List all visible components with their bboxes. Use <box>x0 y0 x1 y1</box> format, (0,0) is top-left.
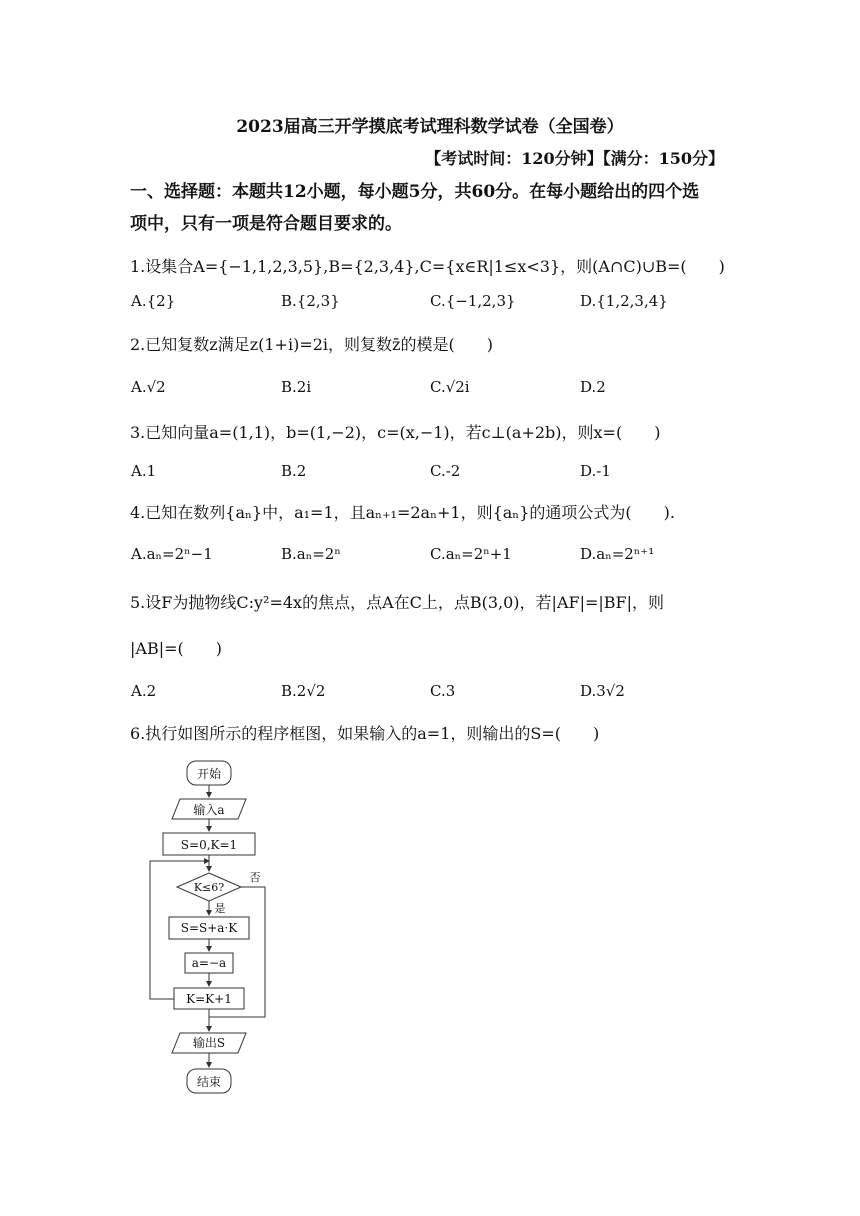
question-1-option-d: D.{1,2,3,4} <box>580 292 668 310</box>
question-4-option-a: A.aₙ=2ⁿ−1 <box>131 545 213 563</box>
question-4-option-d: D.aₙ=2ⁿ⁺¹ <box>580 545 655 563</box>
program-flowchart <box>130 755 300 1100</box>
exam-info: 【考试时间：120分钟】【满分：150分】 <box>425 149 724 168</box>
question-2-stem: 2.已知复数z满足z(1+i)=2i，则复数z̄的模是( ) <box>130 335 493 354</box>
question-6-stem: 6.执行如图所示的程序框图，如果输入的a=1，则输出的S=( ) <box>130 724 600 743</box>
question-5-stem-line1: 5.设F为抛物线C:y²=4x的焦点，点A在C上，点B(3,0)，若|AF|=|BF|，则 <box>130 593 665 612</box>
question-5-option-d: D.3√2 <box>580 682 625 700</box>
question-3-option-d: D.-1 <box>580 462 611 480</box>
question-4-stem: 4.已知在数列{aₙ}中，a₁=1，且aₙ₊₁=2aₙ+1，则{aₙ}的通项公式为( ). <box>130 503 675 522</box>
no-branch-label: 否 <box>249 871 261 884</box>
question-1-stem: 1.设集合A={−1,1,2,3,5},B={2,3,4},C={x∈R|1≤x<3}，则(A∩C)∪B=( ) <box>130 257 725 276</box>
question-1-option-b: B.{2,3} <box>281 292 340 310</box>
question-2-option-d: D.2 <box>580 378 606 396</box>
section-heading-line1: 一、选择题：本题共12小题，每小题5分，共60分。在每小题给出的四个选 <box>130 182 700 202</box>
update-s-label: S=S+a·K <box>180 921 238 935</box>
question-3-option-a: A.1 <box>131 462 157 480</box>
yes-branch-label: 是 <box>214 902 226 915</box>
exam-title: 2023届高三开学摸底考试理科数学试卷（全国卷） <box>236 117 624 137</box>
input-label: 输入a <box>193 803 225 817</box>
question-4-option-b: B.aₙ=2ⁿ <box>281 545 341 563</box>
question-4-option-c: C.aₙ=2ⁿ+1 <box>430 545 512 563</box>
question-3-option-b: B.2 <box>281 462 307 480</box>
question-5-option-b: B.2√2 <box>281 682 326 700</box>
update-k-label: K=K+1 <box>186 992 232 1006</box>
output-label: 输出S <box>192 1036 226 1050</box>
condition-label: K≤6? <box>193 881 225 894</box>
question-5-stem-line2: |AB|=( ) <box>130 639 222 658</box>
question-1-option-c: C.{−1,2,3} <box>430 292 516 310</box>
question-5-option-c: C.3 <box>430 682 456 700</box>
question-2-option-a: A.√2 <box>131 378 166 396</box>
question-3-option-c: C.-2 <box>430 462 461 480</box>
init-label: S=0,K=1 <box>180 838 238 852</box>
update-a-label: a=−a <box>191 956 227 970</box>
end-label: 结束 <box>196 1075 222 1089</box>
question-1-option-a: A.{2} <box>131 292 176 310</box>
question-2-option-b: B.2i <box>281 378 312 396</box>
question-3-stem: 3.已知向量a=(1,1)，b=(1,−2)，c=(x,−1)，若c⊥(a+2b)，则x=( ) <box>130 423 661 442</box>
question-2-option-c: C.√2i <box>430 378 470 396</box>
question-5-option-a: A.2 <box>131 682 157 700</box>
section-heading-line2: 项中，只有一项是符合题目要求的。 <box>130 214 402 234</box>
start-label: 开始 <box>196 767 222 781</box>
